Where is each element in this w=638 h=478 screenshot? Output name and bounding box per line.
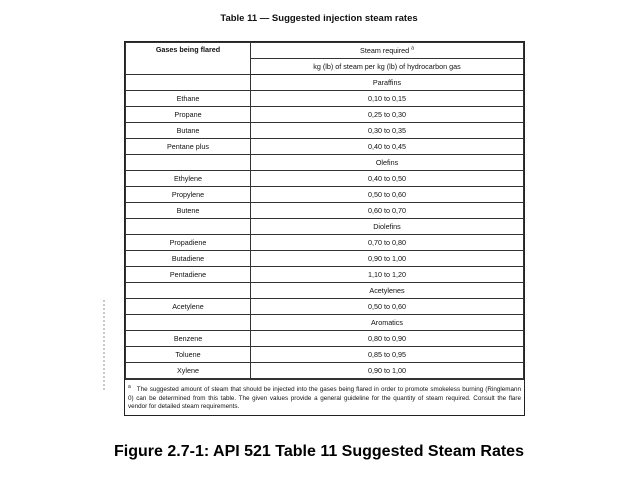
table-row xyxy=(126,107,524,123)
gas-name: Butene xyxy=(126,203,251,219)
table-row xyxy=(126,91,524,107)
gas-name: Propane xyxy=(126,107,251,123)
table-row xyxy=(126,203,524,219)
table-row xyxy=(126,251,524,267)
margin-scan-mark xyxy=(103,300,105,390)
group-row xyxy=(126,283,524,299)
table-row xyxy=(126,331,524,347)
group-name: Diolefins xyxy=(251,219,524,235)
gas-name: Benzene xyxy=(126,331,251,347)
group-name: Paraffins xyxy=(251,75,524,91)
header-steam-required xyxy=(251,43,524,59)
group-empty-cell xyxy=(126,283,251,299)
footnote-mark: a xyxy=(128,384,131,390)
gas-name: Ethane xyxy=(126,91,251,107)
steam-rate: 0,80 to 0,90 xyxy=(251,331,524,347)
gas-name: Butadiene xyxy=(126,251,251,267)
table-row xyxy=(126,139,524,155)
group-row xyxy=(126,155,524,171)
steam-rate: 0,90 to 1,00 xyxy=(251,251,524,267)
gas-name: Acetylene xyxy=(126,299,251,315)
figure-caption: Figure 2.7-1: API 521 Table 11 Suggested Steam Rates xyxy=(114,443,524,460)
group-name: Aromatics xyxy=(251,315,524,331)
table-row xyxy=(126,187,524,203)
group-empty-cell xyxy=(126,219,251,235)
gas-name: Xylene xyxy=(126,363,251,379)
group-empty-cell xyxy=(126,155,251,171)
group-row xyxy=(126,315,524,331)
steam-rate: 0,60 to 0,70 xyxy=(251,203,524,219)
gas-name: Propadiene xyxy=(126,235,251,251)
group-row xyxy=(126,219,524,235)
group-name: Acetylenes xyxy=(251,283,524,299)
table-row xyxy=(126,123,524,139)
group-empty-cell xyxy=(126,315,251,331)
header-steam-footnote-mark: a xyxy=(411,45,414,52)
table-row xyxy=(126,299,524,315)
table-row xyxy=(126,347,524,363)
footnote xyxy=(125,379,524,415)
table-row xyxy=(126,235,524,251)
gas-name: Propylene xyxy=(126,187,251,203)
header-gases xyxy=(126,43,251,75)
group-name: Olefins xyxy=(251,155,524,171)
header-row xyxy=(126,43,524,59)
gas-name: Pentadiene xyxy=(126,267,251,283)
steam-rate: 0,85 to 0,95 xyxy=(251,347,524,363)
table-row xyxy=(126,171,524,187)
steam-rates-grid xyxy=(125,42,524,379)
header-gases-label: Gases being flared xyxy=(155,45,221,54)
gas-name: Butane xyxy=(126,123,251,139)
group-empty-cell xyxy=(126,75,251,91)
table-row xyxy=(126,267,524,283)
header-units: kg (lb) of steam per kg (lb) of hydrocarbon gas xyxy=(251,59,524,75)
steam-rate: 0,70 to 0,80 xyxy=(251,235,524,251)
gas-name: Pentane plus xyxy=(126,139,251,155)
table-title: Table 11 — Suggested injection steam rates xyxy=(220,13,418,24)
steam-rate: 0,40 to 0,45 xyxy=(251,139,524,155)
steam-rate: 0,90 to 1,00 xyxy=(251,363,524,379)
table-row xyxy=(126,363,524,379)
steam-rate: 0,10 to 0,15 xyxy=(251,91,524,107)
steam-rate: 0,30 to 0,35 xyxy=(251,123,524,139)
gas-name: Toluene xyxy=(126,347,251,363)
steam-rate: 0,40 to 0,50 xyxy=(251,171,524,187)
table-body xyxy=(126,43,524,379)
steam-rate: 0,50 to 0,60 xyxy=(251,299,524,315)
steam-rate: 1,10 to 1,20 xyxy=(251,267,524,283)
gas-name: Ethylene xyxy=(126,171,251,187)
steam-rate: 0,50 to 0,60 xyxy=(251,187,524,203)
header-steam-label: Steam required xyxy=(360,46,410,55)
steam-rates-table xyxy=(124,41,525,416)
footnote-text: The suggested amount of steam that should be injected into the gases being flared in order to promote smokeless burning (Ringlemann 0) can be determined from this table. The given values provide a general guideline for the quantity of steam required. Consult the flare vendor for detailed steam requirements. xyxy=(128,386,521,411)
steam-rate: 0,25 to 0,30 xyxy=(251,107,524,123)
group-row xyxy=(126,75,524,91)
